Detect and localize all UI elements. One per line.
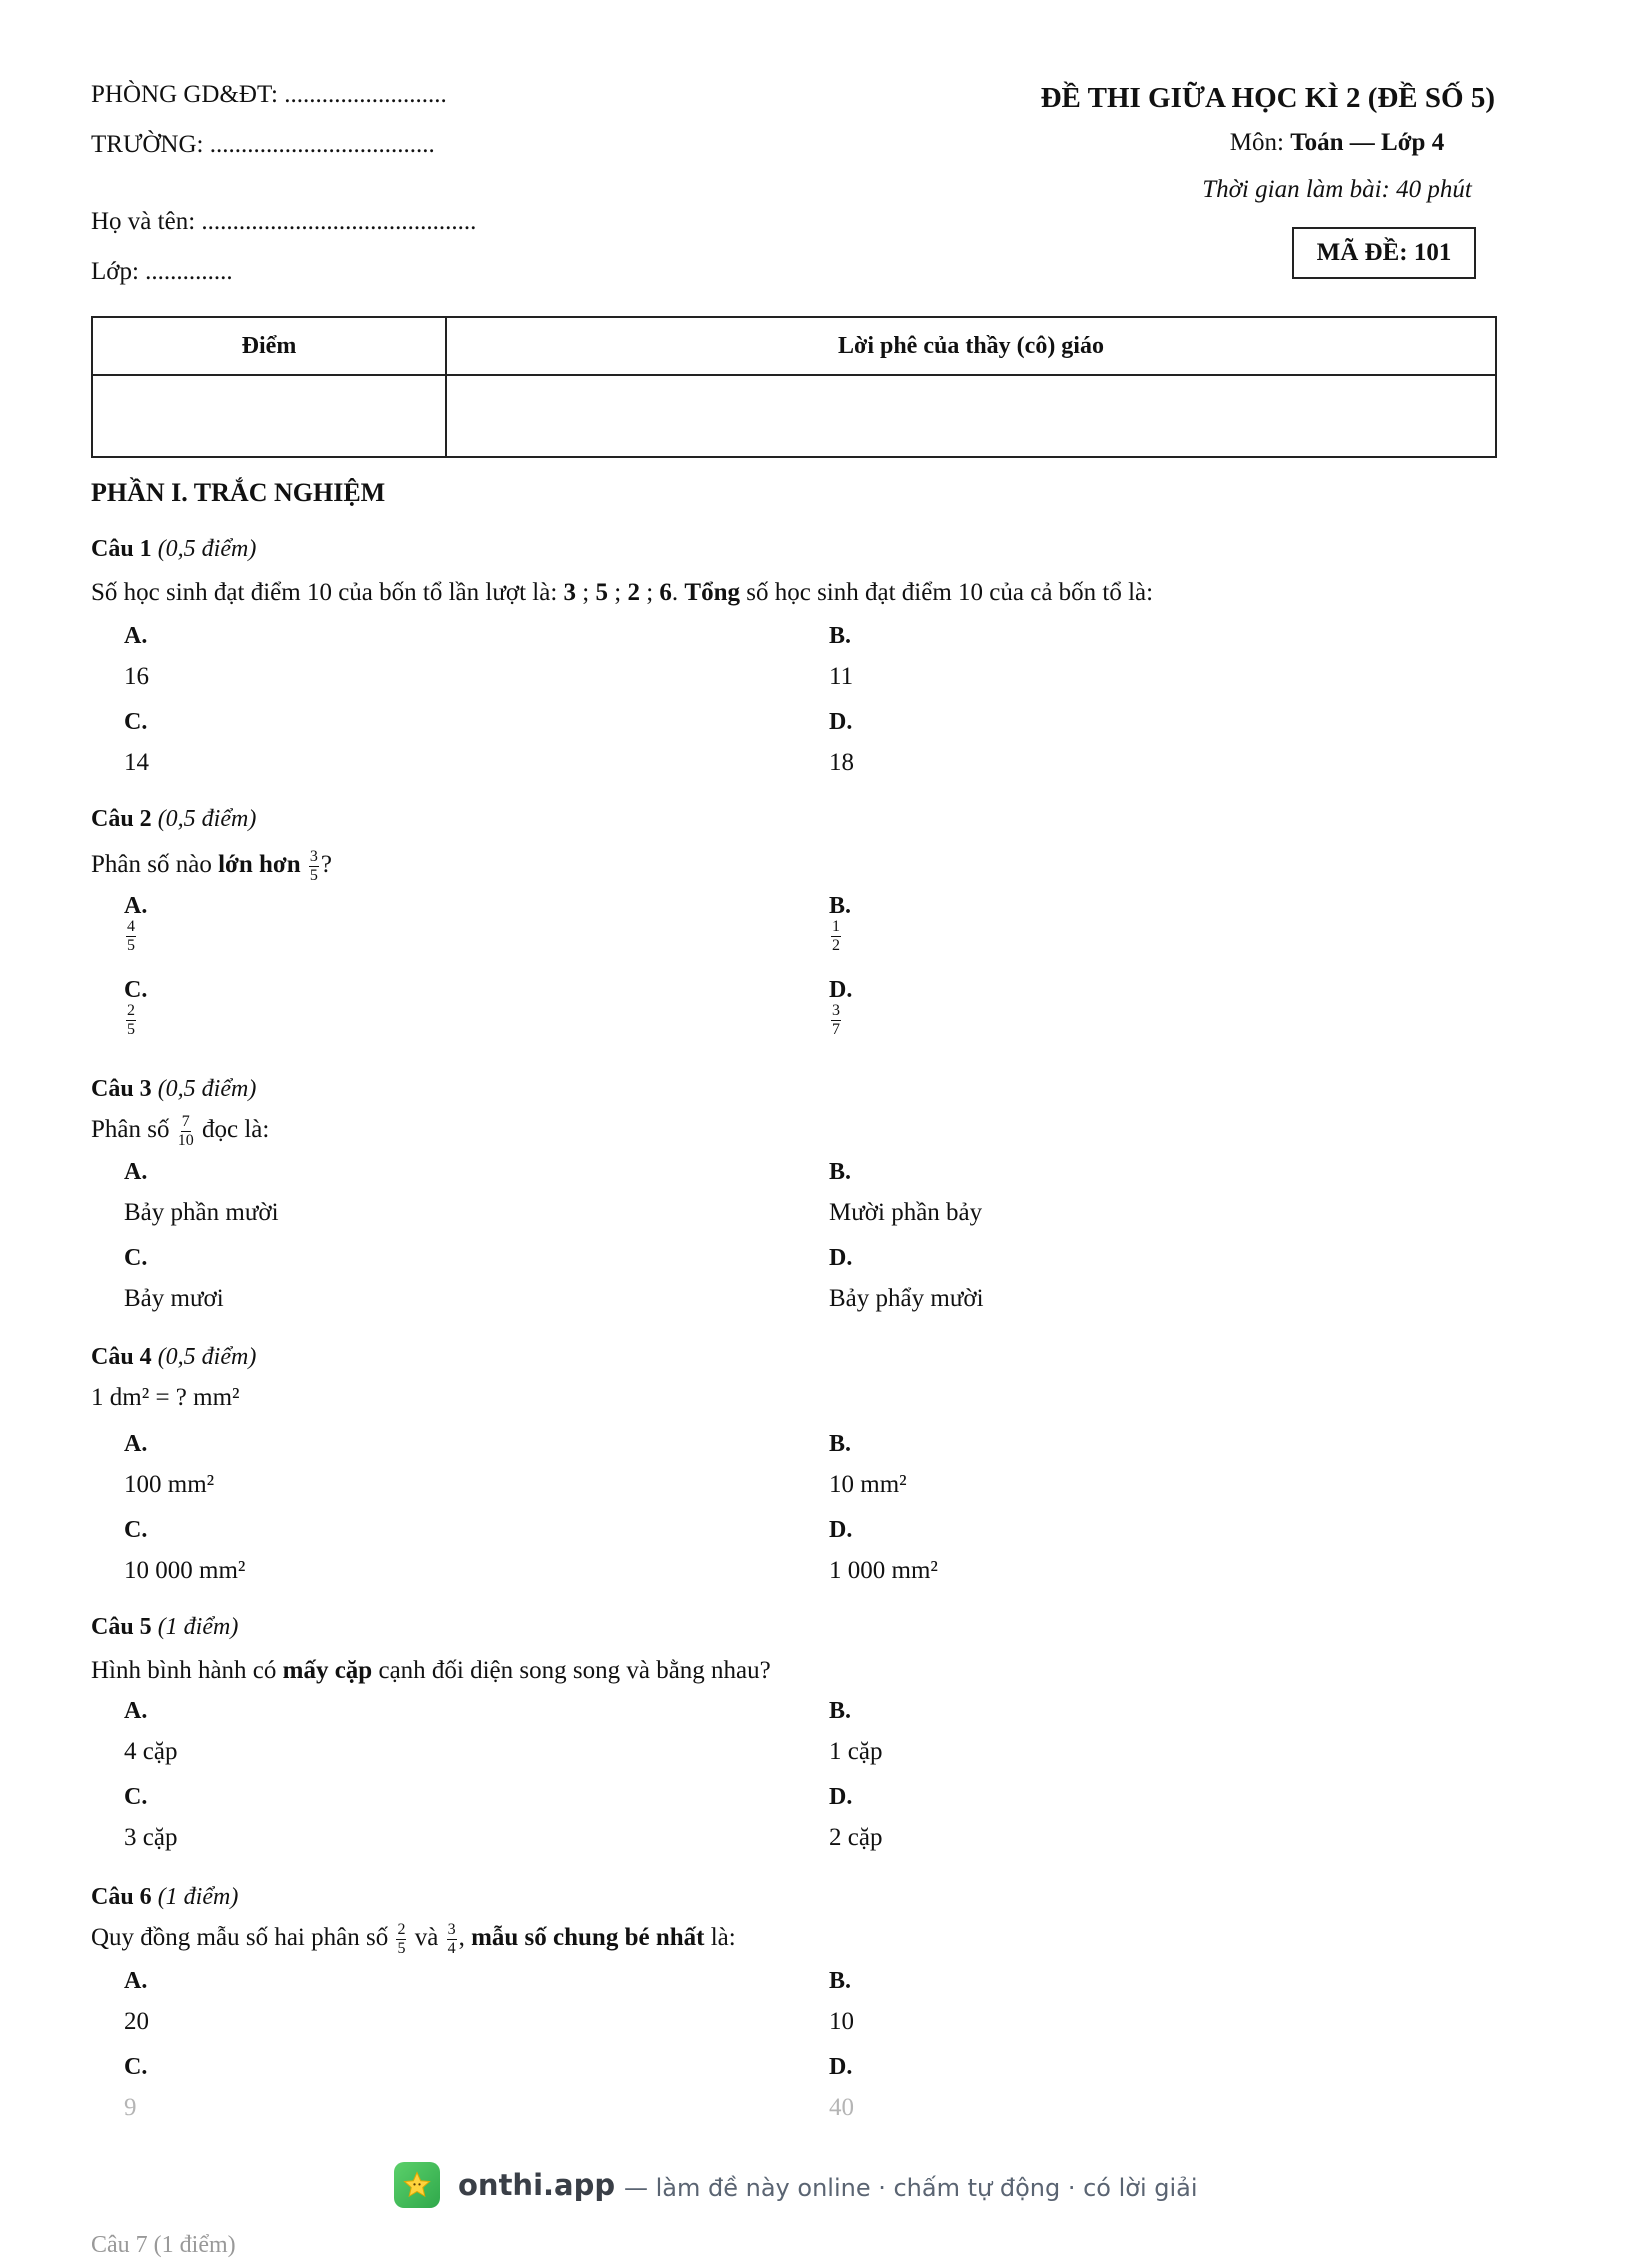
question-text: Quy đồng mẫu số hai phân số $\frac{2}{5}$ và $\frac{3}{4}$ , mẫu số chung bé nhất là:	[91, 1921, 736, 1957]
footer-tagline: — làm đề này online · chấm tự động · có lời giải	[624, 2174, 1198, 2202]
exam-code-box	[1292, 227, 1476, 279]
subject-prefix: Môn:	[1229, 129, 1291, 156]
question-text: 1 dm² = ? mm²	[91, 1384, 240, 1411]
school-line: TRƯỜNG: ....................................	[91, 131, 435, 158]
section-title: PHẦN I. TRẮC NGHIỆM	[91, 478, 386, 507]
exam-title: ĐỀ THI GIỮA HỌC KÌ 2 (ĐỀ SỐ 5)	[1040, 82, 1495, 114]
brand-name[interactable]: onthi.app	[458, 2168, 616, 2202]
question-text: Hình bình hành có mấy cặp cạnh đối diện song song và bằng nhau?	[91, 1657, 771, 1684]
grade-table	[91, 316, 1497, 458]
student-name-line: Họ và tên: ............................................	[91, 208, 477, 235]
comment-header: Lời phê của thầy (cô) giáo	[446, 317, 1496, 375]
question-points: (0,5 điểm)	[157, 536, 257, 562]
grade-header: Điểm	[92, 317, 446, 375]
subject-name: Toán — Lớp 4	[1290, 129, 1445, 156]
question-heading: Câu 2 (0,5 điểm)	[91, 806, 257, 832]
onthi-logo[interactable]	[394, 2162, 440, 2208]
question-heading	[91, 536, 256, 563]
school-dept-line: PHÒNG GD&ĐT: ..........................	[91, 81, 447, 108]
question-text: Số học sinh đạt điểm 10 của bốn tổ lần lượt là: 3 ; 5 ; 2 ; 6. Tổng số học sinh đạt điểm 10 của cả bốn tổ là:	[91, 579, 1154, 606]
comment-cell[interactable]	[446, 375, 1496, 457]
question-heading: Câu 6 (1 điểm)	[91, 1884, 239, 1910]
grade-cell[interactable]	[92, 375, 446, 457]
fraction: $\frac{7}{10}$	[177, 1113, 194, 1149]
subject-line	[1027, 129, 1647, 157]
exam-code: MÃ ĐỀ: 101	[1316, 239, 1452, 266]
question-heading: Câu 3 (0,5 điểm)	[91, 1076, 257, 1102]
question-text: Phân số nào lớn hơn $\frac{3}{5}$ ?	[91, 848, 333, 884]
class-line: Lớp: ..............	[91, 258, 233, 285]
question-text: Phân số $\frac{7}{10}$ đọc là:	[91, 1113, 270, 1149]
question-heading: Câu 4 (0,5 điểm)	[91, 1344, 257, 1370]
star-icon	[402, 2170, 432, 2200]
exam-page: PHÒNG GD&ĐT: .......................... TRƯỜNG: .................................... Họ và tên: ............................................ Lớp: .............. ĐỀ THI GIỮA HỌC KÌ 2 (ĐỀ SỐ 5) Môn: Toán — Lớp 4 Thời gian làm bài: 40 phút MÃ ĐỀ: 101 Điểm Lời phê của thầy (cô) giáo PHẦN I. TRẮC NGHIỆM Câu 1 (0,5 điểm) Số học sinh đạt điểm 10 của bốn tổ lần lượt là: 3 ; 5 ; 2 ; 6. Tổng số học sinh đạt điểm 10 của cả bốn tổ là: A. 16 B. 11 C. 14 D. 18 Câu 2 (0,5 điểm) Phân số nào lớn hơn $\frac{3}{5}$ ? A. $\frac{4}{5}$ B. $\frac{1}{2}$ C. $\frac{2}{5}$ D. $\frac{3}{7}$ Câu 3 (0,5 điểm) Phân số $\frac{7}{10}$ đọc là: A. Bảy phần mười B. Mười phần bảy C. Bảy mươi D. Bảy phẩy mười Câu 4 (0,5 điểm) 1 dm² = ? mm² A. 100 mm² B. 10 mm² C. 10 000 mm² D. 1 000 mm² Câu 5 (1 điểm) Hình bình hành có mấy cặp cạnh đối diện song song và bằng nhau? A. 4 cặp B. 1 cặp C. 3 cặp D. 2 cặp Câu 6 (1 điểm) Quy đồng mẫu số hai phân số $\frac{2}{5}$ và $\frac{3}{4}$ , mẫu số chung bé nhất là: A. 20 B. 10 C. 9 D. 40 onthi.app — làm đề này online · chấm tự động · có lời giải Câu 7 (1 điểm)	[0, 0, 1586, 2244]
question-label: Câu 1	[91, 536, 152, 562]
next-question-cutoff: Câu 7 (1 điểm)	[91, 2232, 236, 2258]
question-heading: Câu 5 (1 điểm)	[91, 1614, 239, 1640]
time-line: Thời gian làm bài: 40 phút	[1202, 176, 1472, 203]
fraction: $\frac{3}{5}$	[309, 848, 318, 884]
